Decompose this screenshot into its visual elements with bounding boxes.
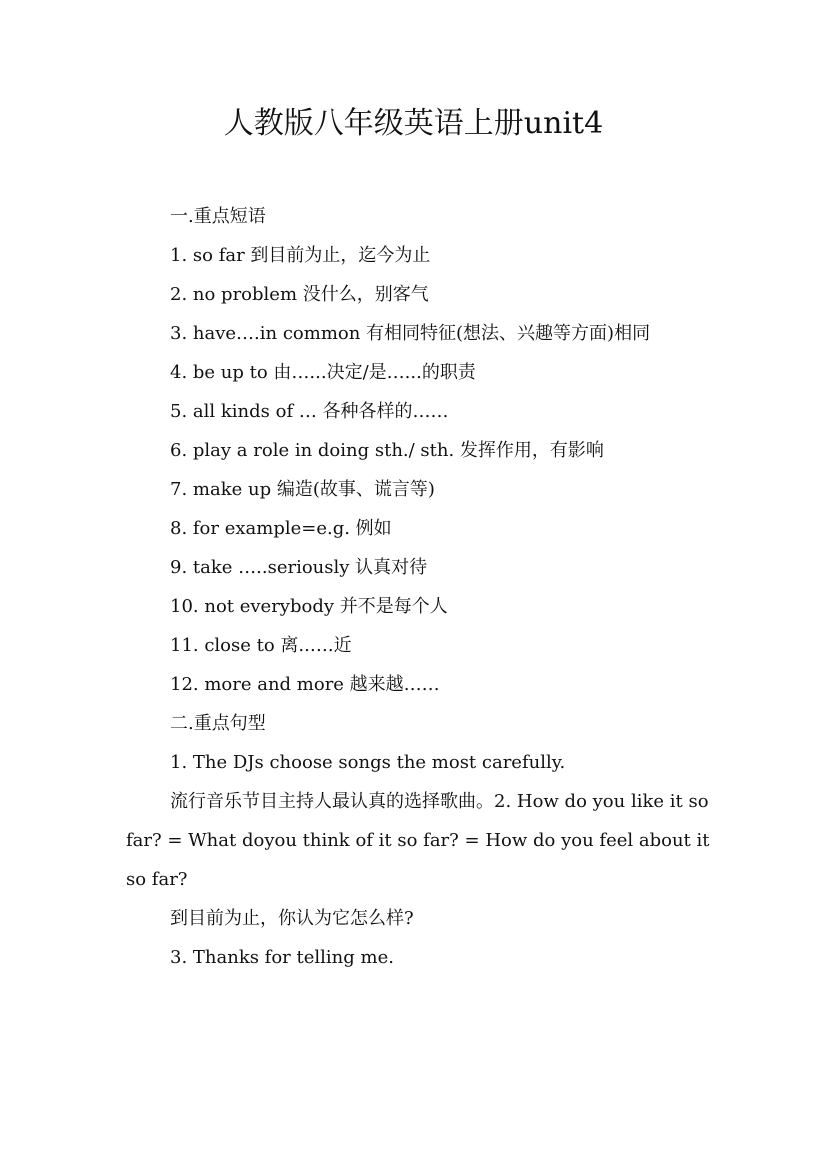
sentence-item: 3. Thanks for telling me.: [170, 947, 394, 968]
sentence-item: 到目前为止，你认为它怎么样?: [170, 908, 414, 929]
phrase-item: 4. be up to 由…...决定/是…...的职责: [170, 362, 476, 383]
document-title: 人教版八年级英语上册unit4: [223, 106, 604, 141]
phrase-item: 6. play a role in doing sth./ sth. 发挥作用，有影响: [170, 440, 604, 461]
document-content: [126, 197, 716, 977]
sentence-item: 流行音乐节目主持人最认真的选择歌曲。2. How do you like it so far? = What doyou think of it so far? = How do you feel about it so far?: [126, 791, 710, 890]
sentence-item: 1. The DJs choose songs the most carefully.: [170, 752, 566, 773]
phrase-item: 1. so far 到目前为止，迄今为止: [170, 245, 431, 266]
phrase-item: 12. more and more 越来越……: [170, 674, 440, 695]
phrase-item: 11. close to 离..….近: [170, 635, 352, 656]
phrase-item: 5. all kinds of … 各种各样的……: [170, 401, 449, 422]
phrase-item: 9. take …..seriously 认真对待: [170, 557, 428, 578]
phrase-item: 3. have….in common 有相同特征(想法、兴趣等方面)相同: [170, 323, 651, 344]
phrase-item: 10. not everybody 并不是每个人: [170, 596, 448, 617]
phrase-item: 2. no problem 没什么，别客气: [170, 284, 429, 305]
section-heading-sentences: 二.重点句型: [170, 713, 266, 734]
phrase-item: 8. for example=e.g. 例如: [170, 518, 392, 539]
phrase-item: 7. make up 编造(故事、谎言等): [170, 479, 435, 500]
section-heading-phrases: 一.重点短语: [170, 206, 266, 227]
